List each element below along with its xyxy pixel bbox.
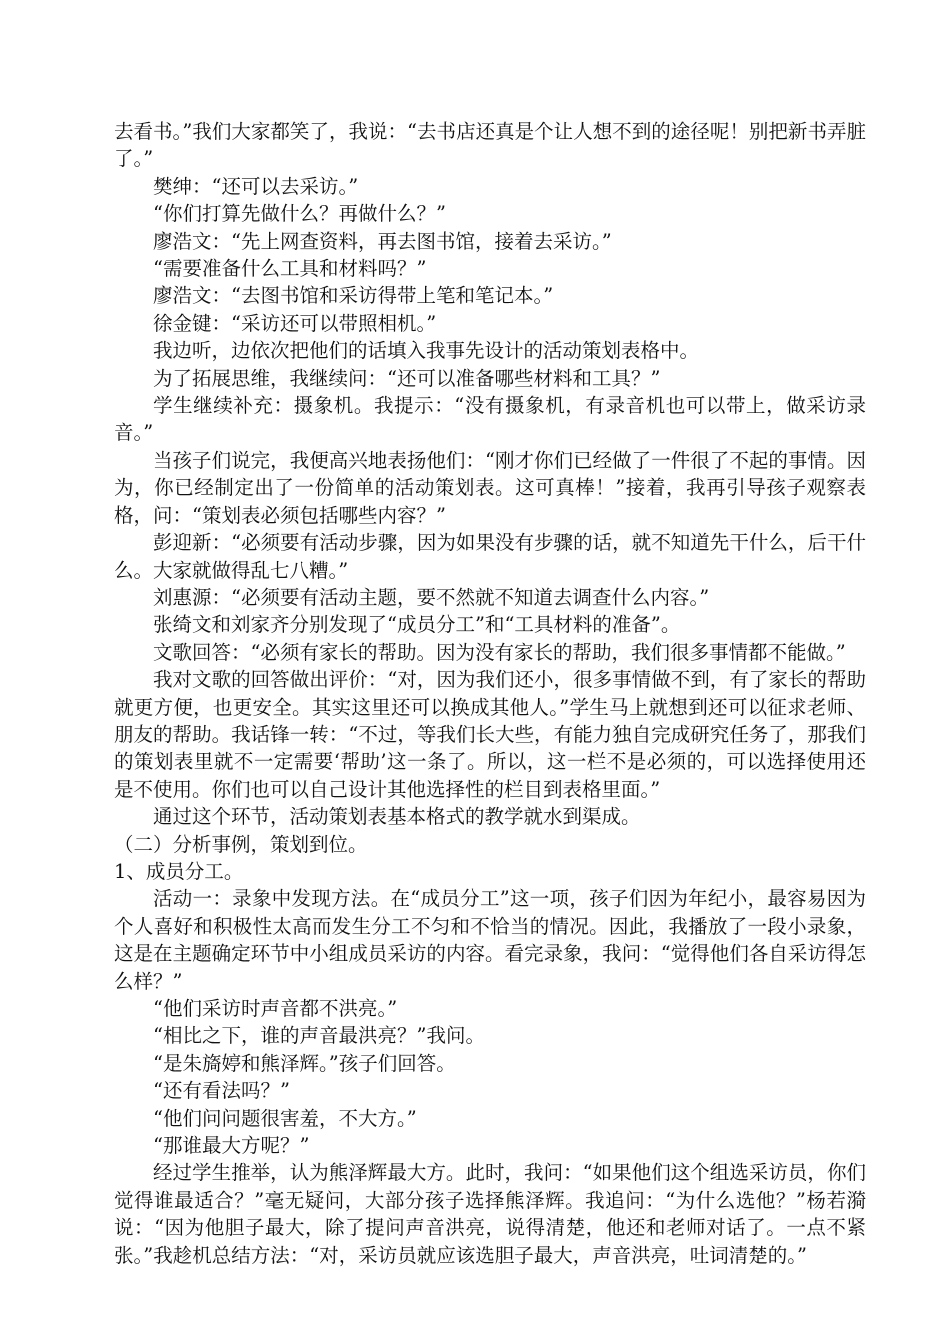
- paragraph-1: 去看书。”我们大家都笑了，我说：“去书店还真是个让人想不到的途径呢！别把新书弄脏了。”: [114, 120, 866, 171]
- paragraph-23: “是朱旖婷和熊泽辉。”孩子们回答。: [153, 1051, 456, 1075]
- paragraph-15: 文歌回答：“必须有家长的帮助。因为没有家长的帮助，我们很多事情都不能做。”: [153, 640, 846, 664]
- paragraph-17: 通过这个环节，活动策划表基本格式的教学就水到渠成。: [153, 805, 641, 829]
- paragraph-20: 活动一：录象中发现方法。在“成员分工”这一项，孩子们因为年纪小，最容易因为个人喜好和积极性太高而发生分工不匀和不恰当的情况。因此，我播放了一段小录象，这是在主题确定环节中小组成员采访的内容。看完录象，我问：“觉得他们各自采访得怎么样？”: [114, 887, 866, 993]
- paragraph-6: 廖浩文：“去图书馆和采访得带上笔和笔记本。”: [153, 284, 554, 308]
- paragraph-9: 为了拓展思维，我继续问：“还可以准备哪些材料和工具？”: [153, 366, 661, 390]
- paragraph-7: 徐金键：“采访还可以带照相机。”: [153, 311, 437, 335]
- subsection-heading: 1、成员分工。: [114, 859, 244, 883]
- paragraph-26: “那谁最大方呢？”: [153, 1134, 310, 1158]
- paragraph-4: 廖浩文：“先上网查资料，再去图书馆，接着去采访。”: [153, 229, 612, 253]
- paragraph-16: 我对文歌的回答做出评价：“对，因为我们还小，很多事情做不到，有了家长的帮助就更方便，也更安全。其实这里还可以换成其他人。”学生马上就想到还可以征求老师、朋友的帮助。我话锋一转：“不过，等我们长大些，有能力独自完成研究任务了，那我们的策划表里就不一定需要‘帮助’这一条了。所以，这一栏不是必须的，可以选择使用还是不使用。你们也可以自己设计其他选择性的栏目到表格里面。”: [114, 668, 866, 801]
- paragraph-25: “他们问问题很害羞，不大方。”: [153, 1106, 417, 1130]
- paragraph-3: “你们打算先做什么？再做什么？”: [153, 202, 446, 226]
- paragraph-10: 学生继续补充：摄象机。我提示：“没有摄象机，有录音机也可以带上，做采访录音。”: [114, 394, 866, 445]
- paragraph-5: “需要准备什么工具和材料吗？”: [153, 257, 427, 281]
- paragraph-27: 经过学生推举，认为熊泽辉最大方。此时，我问：“如果他们这个组选采访员，你们觉得谁最适合？”毫无疑问，大部分孩子选择熊泽辉。我追问：“为什么选他？”杨若漪说：“因为他胆子最大，除了提问声音洪亮，说得清楚，他还和老师对话了。一点不紧张。”我趁机总结方法：“对，采访员就应该选胆子最大，声音洪亮，吐词清楚的。”: [114, 1161, 866, 1267]
- paragraph-2: 樊绅：“还可以去采访。”: [153, 174, 359, 198]
- document-body: [114, 118, 866, 1269]
- paragraph-14: 张绮文和刘家齐分别发现了“成员分工”和“工具材料的准备”。: [153, 613, 681, 637]
- paragraph-11: 当孩子们说完，我便高兴地表扬他们：“刚才你们已经做了一件很了不起的事情。因为，你已经制定出了一份简单的活动策划表。这可真棒！”接着，我再引导孩子观察表格，问：“策划表必须包括哪些内容？”: [114, 448, 866, 527]
- paragraph-13: 刘惠源：“必须要有活动主题，要不然就不知道去调查什么内容。”: [153, 585, 710, 609]
- paragraph-24: “还有看法吗？”: [153, 1079, 290, 1103]
- paragraph-12: 彭迎新：“必须要有活动步骤，因为如果没有步骤的话，就不知道先干什么，后干什么。大家就做得乱七八糟。”: [114, 531, 866, 582]
- section-heading: （二）分析事例，策划到位。: [114, 832, 368, 856]
- paragraph-22: “相比之下，谁的声音最洪亮？”我问。: [153, 1024, 485, 1048]
- paragraph-8: 我边听，边依次把他们的话填入我事先设计的活动策划表格中。: [153, 339, 700, 363]
- paragraph-21: “他们采访时声音都不洪亮。”: [153, 997, 398, 1020]
